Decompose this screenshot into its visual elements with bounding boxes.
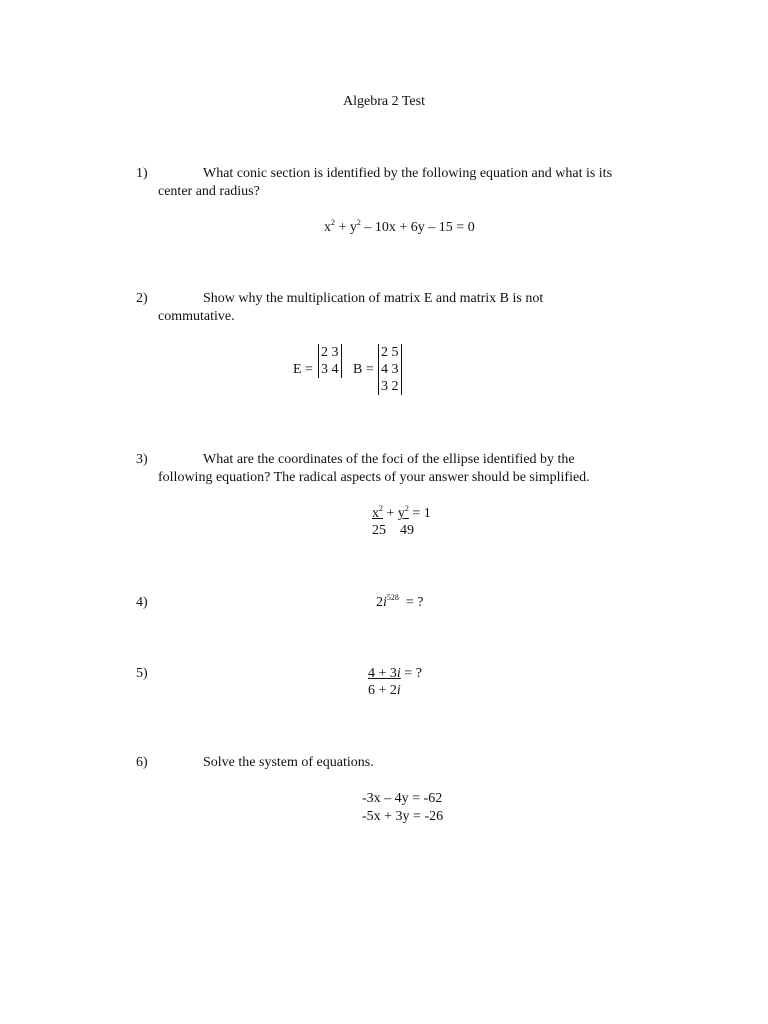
eq-rest: – 10x + 6y – 15 = 0 (360, 220, 475, 235)
question-4-expression (376, 594, 424, 611)
numerator: 4 + 3i (368, 666, 401, 681)
numerator-y: $y^2$ (397, 504, 409, 521)
imaginary-unit: i (383, 595, 387, 610)
matrix-b-label: B = (353, 362, 374, 377)
question-6-number: 6) (136, 755, 148, 770)
matrix-b-row: 4 3 (381, 362, 399, 377)
eq-x: x (324, 220, 331, 235)
question-3-number: 3) (136, 452, 148, 467)
question-1-number: 1) (136, 166, 148, 181)
system-equation-2: -5x + 3y = -26 (362, 809, 444, 824)
question-3-text-line1: What are the coordinates of the foci of the ellipse identified by the (203, 452, 575, 467)
equals-question: = ? (400, 666, 422, 681)
matrix-b (378, 344, 402, 395)
system-equation-1: -3x – 4y = -62 (362, 791, 443, 806)
question-6-text: Solve the system of equations. (203, 755, 374, 770)
question-5-denominator: 6 + 2i (368, 683, 401, 698)
eq-plus-y: + y (335, 220, 357, 235)
matrix-b-row: 3 2 (381, 379, 399, 394)
question-3-text-line2: following equation? The radical aspects of your answer should be simplified. (158, 470, 590, 485)
equals-one: = 1 (408, 506, 431, 521)
matrix-e-row: 2 3 (321, 345, 339, 360)
question-1-text-line1: What conic section is identified by the following equation and what is its (203, 166, 613, 181)
question-5-numerator (368, 665, 422, 682)
exponent: 528 (386, 593, 399, 602)
question-1-text-line2: center and radius? (158, 184, 260, 199)
base: 2 (376, 595, 383, 610)
matrix-e-row: 3 4 (321, 362, 339, 377)
matrix-e (318, 344, 342, 378)
equals-question: = ? (398, 595, 424, 610)
ellipse-equation-denominators: 25 49 (372, 523, 414, 538)
numerator-x: $x^2$ (372, 504, 383, 521)
ellipse-equation-numerator (372, 505, 431, 522)
matrix-b-row: 2 5 (381, 345, 399, 360)
eq-exponent: 2 (331, 218, 335, 227)
question-2-text-line1: Show why the multiplication of matrix E and matrix B is not (203, 291, 544, 306)
question-2-number: 2) (136, 291, 148, 306)
question-1-equation (324, 219, 475, 236)
question-5-number: 5) (136, 666, 148, 681)
question-2-text-line2: commutative. (158, 309, 235, 324)
question-4-number: 4) (136, 595, 148, 610)
matrix-e-label: E = (293, 362, 313, 377)
eq-exponent: 2 (356, 218, 361, 227)
page-title: Algebra 2 Test (343, 94, 425, 109)
plus-sign: + (383, 506, 398, 521)
